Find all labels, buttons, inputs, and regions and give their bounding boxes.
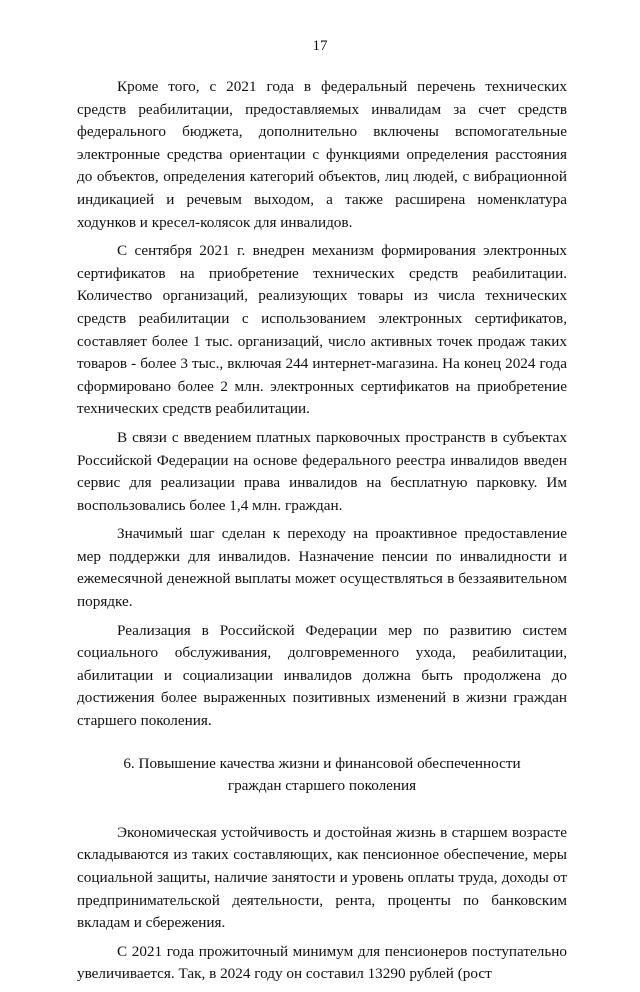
paragraph-electronic-certificates: С сентября 2021 г. внедрен механизм формирования электронных сертификатов на приобретение технических средств реабилитации. Количество организаций, реализующих товары из числа технических средств реабилитации с использованием электронных сертификатов, составляет более 1 тыс. организаций, число активных точек продаж таких товаров - более 3 тыс., включая 244 интернет-магазина. На конец 2024 года сформировано более 2 млн. электронных сертификатов на приобретение технических средств реабилитации. [77,242,567,418]
paragraph-subsistence-minimum: С 2021 года прожиточный минимум для пенсионеров поступательно увеличивается. Так, в 2024 году он составил 13290 рублей (рост [77,942,567,983]
section-heading-line-2: граждан старшего поколения [227,777,417,795]
section-heading [77,753,567,798]
paragraph-economic-stability: Экономическая устойчивость и достойная жизнь в старшем возрасте складываются из таких составляющих, как пенсионное обеспечение, меры социальной защиты, наличие занятости и уровень оплаты труда, доходы от предпринимательской деятельности, рента, проценты по банковским вкладам и сбережения. [77,823,567,932]
section-heading-line-1: 6. Повышение качества жизни и финансовой обеспеченности [123,754,521,772]
paragraph-parking-service: В связи с введением платных парковочных пространств в субъектах Российской Федерации на основе федерального реестра инвалидов введен сервис для реализации права инвалидов на бесплатную парковку. Им воспользовались более 1,4 млн. граждан. [77,428,567,514]
paragraph-proactive-support: Значимый шаг сделан к переходу на проактивное предоставление мер поддержки для инвалидов. Назначение пенсии по инвалидности и ежемесячной денежной выплаты может осуществляться в беззаявительном порядке. [77,525,567,611]
paragraph-assistive-devices: Кроме того, с 2021 года в федеральный перечень технических средств реабилитации, предоставляемых инвалидам за счет средств федерального бюджета, дополнительно включены вспомогательные электронные средства ориентации с функциями определения расстояния до объектов, определения категорий объектов, лиц людей, с вибрационной индикацией и речевым выходом, а также расширена номенклатура ходунков и кресел-колясок для инвалидов. [77,78,567,231]
document-body [77,76,567,992]
page-number: 17 [312,38,328,54]
paragraph-social-services: Реализация в Российской Федерации мер по развитию систем социального обслуживания, долговременного ухода, реабилитации, абилитации и социализации инвалидов должна быть продолжена до достижения более выраженных позитивных изменений в жизни граждан старшего поколения. [77,621,567,730]
